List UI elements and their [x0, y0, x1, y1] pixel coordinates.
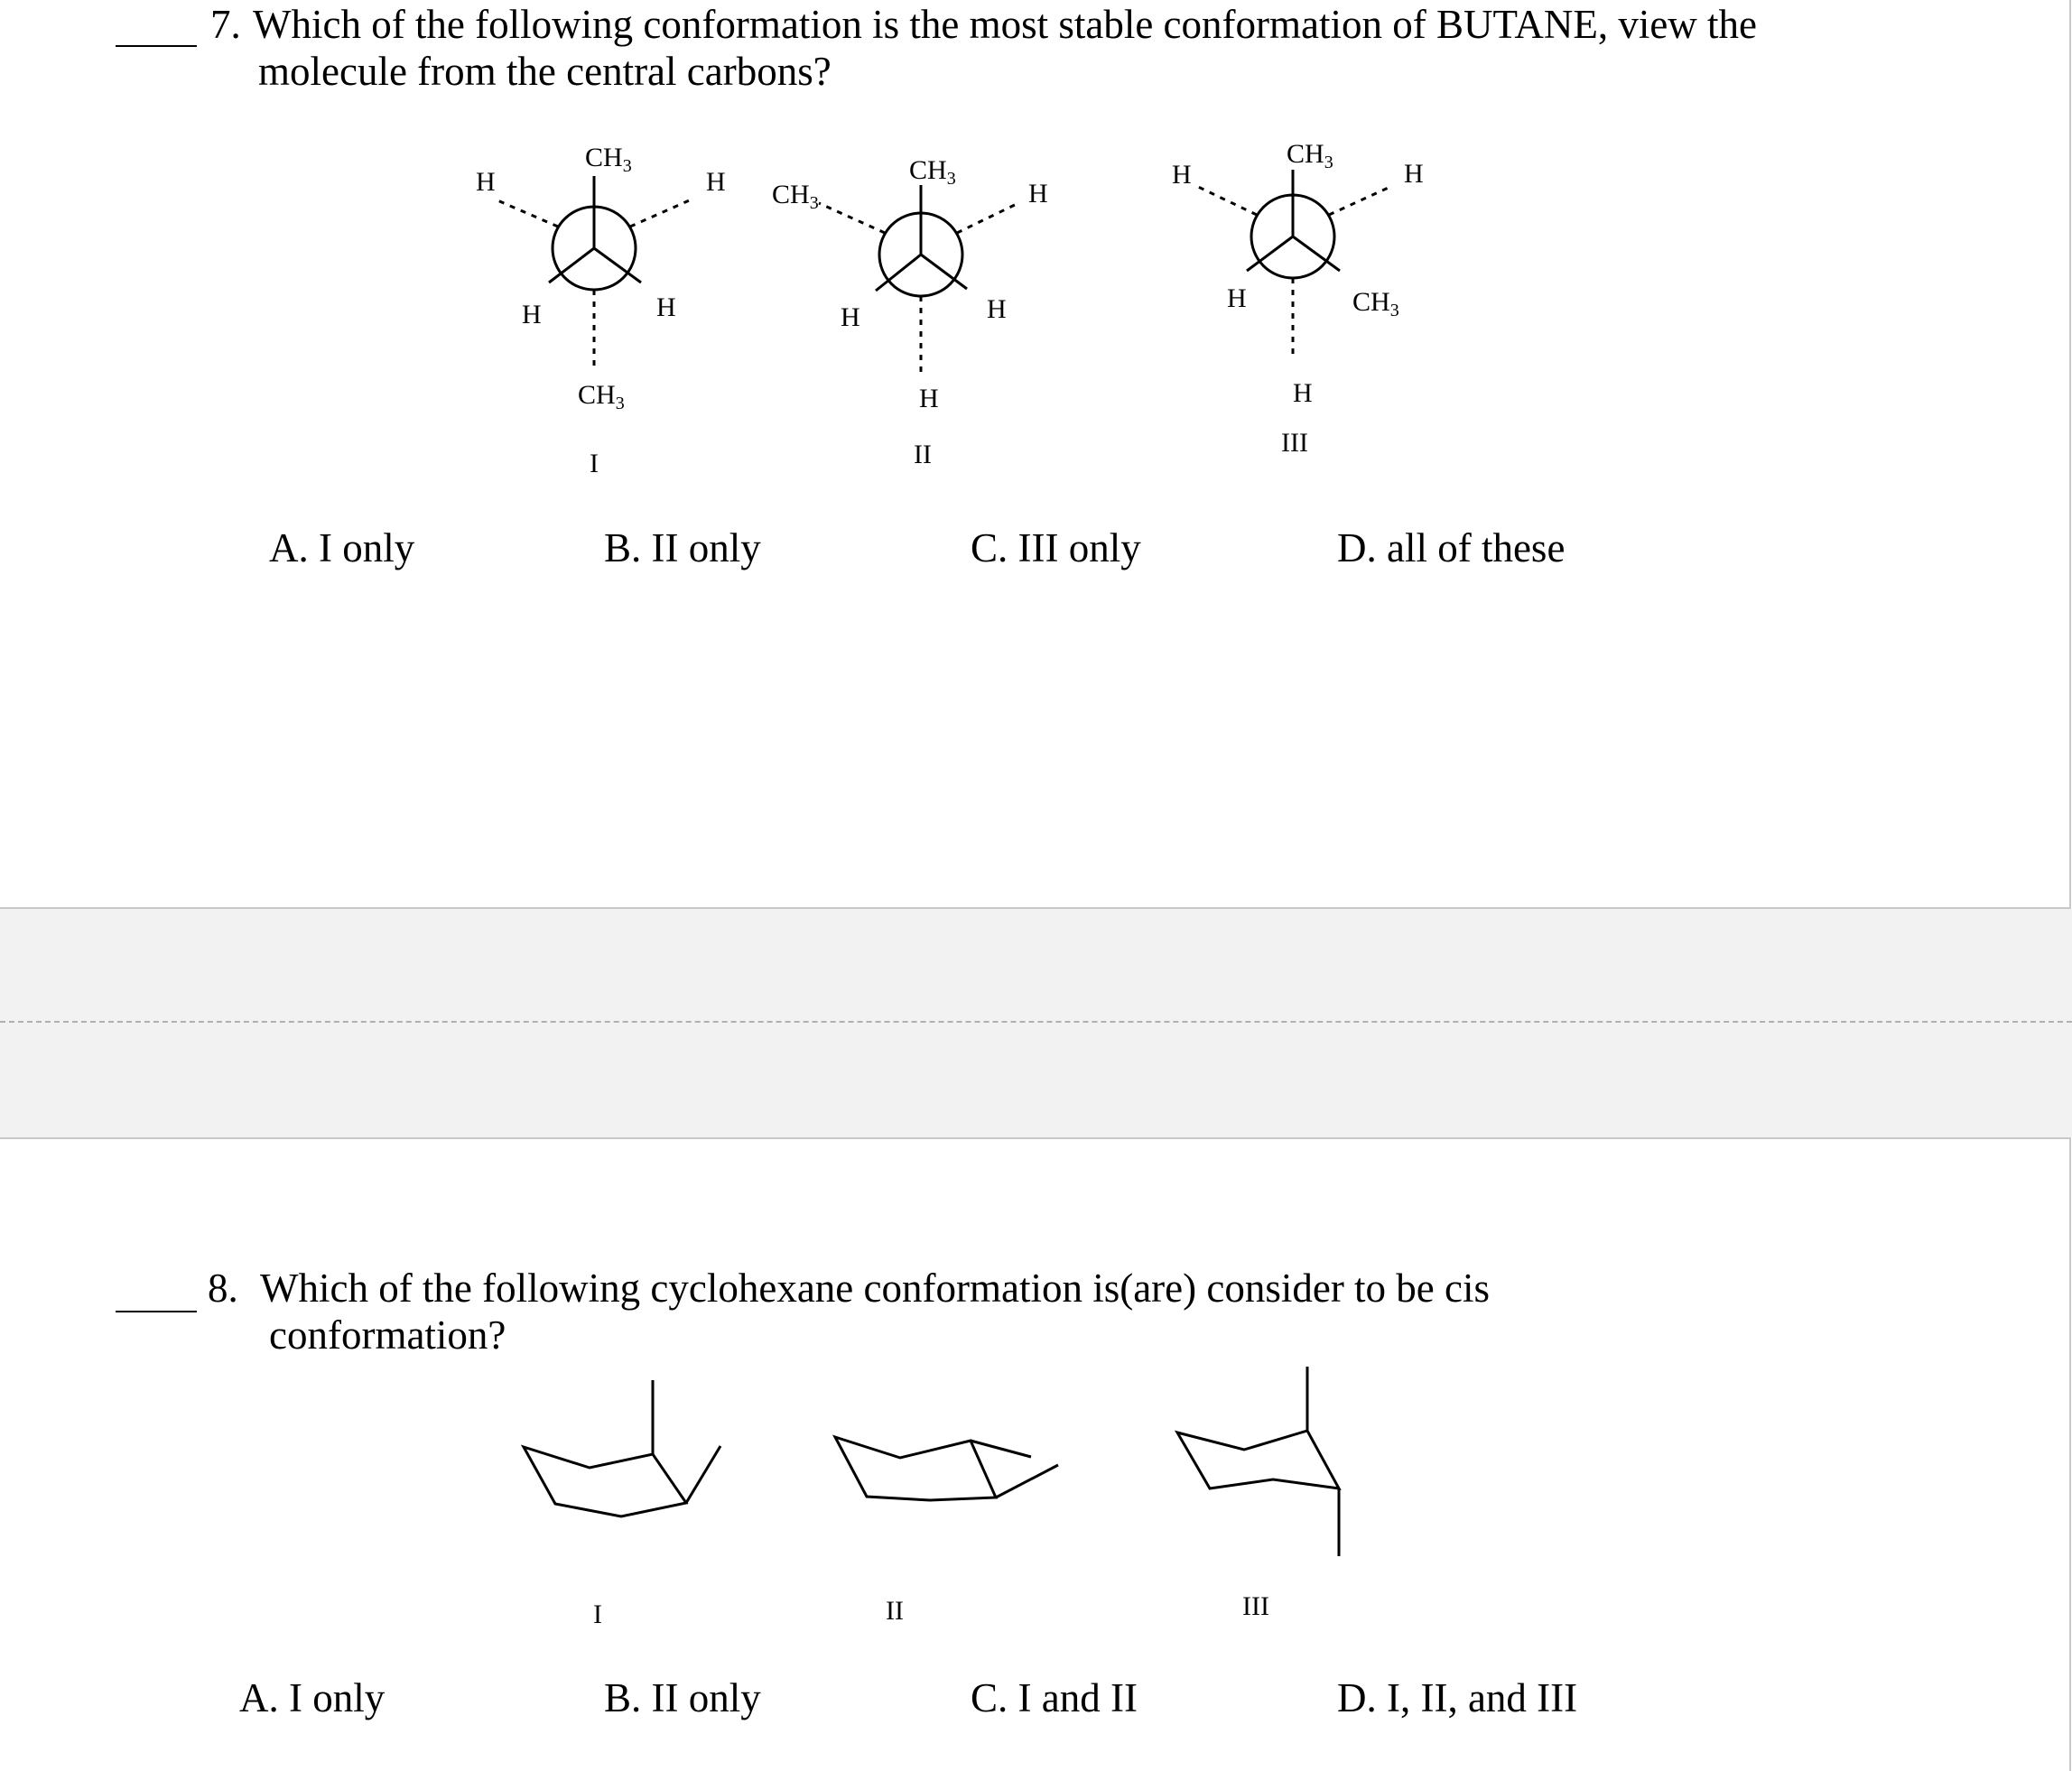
- page-gap: [0, 909, 2072, 1137]
- structure-numeral: III: [1242, 1591, 1269, 1621]
- front-lower-right-label: H: [987, 294, 1007, 324]
- back-upper-right-label: H: [1404, 159, 1424, 189]
- chair-conformation-2: [835, 1437, 1058, 1626]
- structure-numeral: III: [1281, 428, 1308, 458]
- back-bond-upper-right: [957, 203, 1018, 233]
- cyclohexane-ring: [835, 1437, 996, 1500]
- back-bond-upper-left: [819, 203, 885, 233]
- newman-projection-3: [1172, 139, 1424, 458]
- back-bond-upper-left: [497, 200, 558, 227]
- question-text: Which of the following cyclohexane conformation is(are) consider to be cis: [260, 1266, 1491, 1311]
- front-top-label: $CH_3$: [1287, 139, 1333, 172]
- back-upper-left-label: H: [1172, 160, 1192, 190]
- back-upper-right-label: H: [706, 167, 726, 197]
- page-2: [0, 1137, 2071, 1771]
- question-text-continued: conformation?: [269, 1312, 506, 1358]
- structure-numeral: II: [886, 1596, 904, 1626]
- chair-conformation-3: [1177, 1367, 1339, 1621]
- back-bond-upper-left: [1194, 185, 1257, 215]
- structure-numeral: I: [590, 449, 599, 478]
- front-top-label: $CH_3$: [585, 143, 632, 176]
- back-bottom-label: $CH_3$: [578, 380, 625, 413]
- option-d[interactable]: D. all of these: [1337, 525, 1566, 570]
- back-bond-upper-right: [630, 199, 693, 227]
- back-bottom-label: H: [1293, 378, 1313, 408]
- option-c[interactable]: C. III only: [971, 525, 1141, 570]
- cyclohexane-ring: [1177, 1431, 1339, 1488]
- cyclohexane-ring: [524, 1447, 686, 1516]
- equatorial-substituent-1: [971, 1441, 1031, 1457]
- back-upper-right-label: H: [1028, 179, 1048, 209]
- front-lower-left-label: H: [1227, 283, 1247, 313]
- newman-projection-1: [476, 143, 726, 478]
- back-upper-left-label: $CH_3$: [772, 180, 819, 213]
- equatorial-substituent: [686, 1446, 720, 1503]
- front-lower-left-label: H: [522, 300, 542, 329]
- option-a[interactable]: A. I only: [269, 525, 415, 570]
- front-top-label: $CH_3$: [909, 155, 956, 189]
- question-number: 8.: [208, 1266, 238, 1311]
- chair-conformation-1: [524, 1380, 720, 1629]
- back-upper-left-label: H: [476, 167, 496, 197]
- newman-projections: [0, 0, 2072, 487]
- front-lower-right-label: $CH_3$: [1352, 287, 1399, 320]
- page-break-line: [0, 1021, 2072, 1023]
- chair-conformations: [0, 1139, 2072, 1627]
- option-d[interactable]: D. I, II, and III: [1337, 1675, 1578, 1720]
- question-text: Which of the following conformation is the most stable conformation of BUTANE, view the: [253, 2, 1758, 47]
- back-bond-upper-right: [1329, 186, 1392, 215]
- option-c[interactable]: C. I and II: [971, 1675, 1138, 1720]
- equatorial-substituent-2: [996, 1465, 1058, 1497]
- question-text-continued: molecule from the central carbons?: [258, 49, 832, 94]
- question-number: 7.: [210, 2, 241, 47]
- newman-projection-2: [772, 155, 1048, 469]
- option-b[interactable]: B. II only: [604, 525, 761, 570]
- structure-numeral: II: [914, 440, 932, 469]
- back-bottom-label: H: [919, 384, 939, 413]
- front-lower-right-label: H: [656, 292, 676, 322]
- option-a[interactable]: A. I only: [239, 1675, 386, 1720]
- option-b[interactable]: B. II only: [604, 1675, 761, 1720]
- front-lower-left-label: H: [841, 302, 860, 332]
- structure-numeral: I: [593, 1599, 602, 1629]
